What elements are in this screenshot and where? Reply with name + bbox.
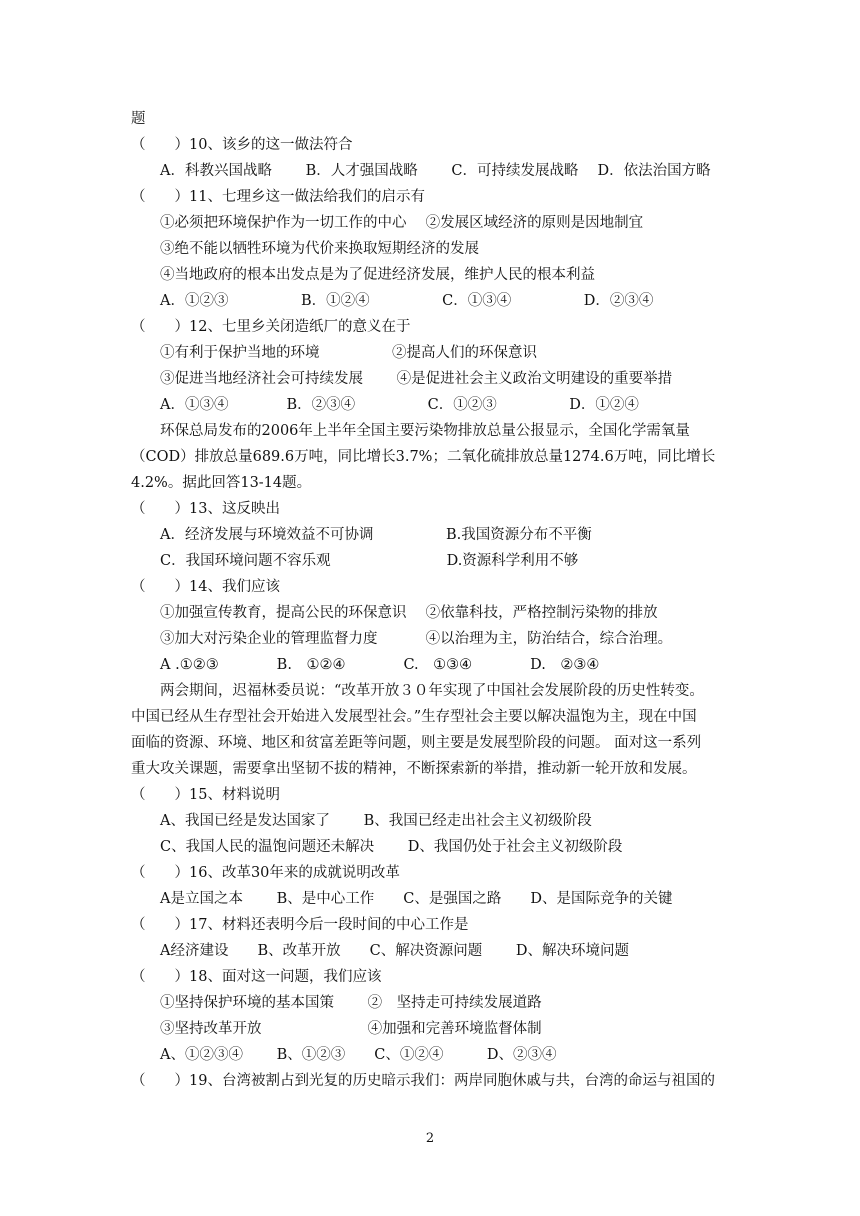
material-paragraph-line: 重大攻关课题，需要拿出坚韧不拔的精神，不断探索新的举措，推动新一轮开放和发展。 (131, 761, 697, 777)
options-11: A．①②③ B．①②④ C．①③④ D．②③④ (160, 293, 654, 309)
question-19: （ ）19、台湾被割占到光复的历史暗示我们：两岸同胞休戚与共，台湾的命运与祖国的 (131, 1073, 715, 1089)
options-16: A是立国之本 B、是中心工作 C、是强国之路 D、是国际竞争的关键 (160, 891, 673, 907)
statement-line: ③绝不能以牺牲环境为代价来换取短期经济的发展 (160, 241, 479, 257)
options-17: A经济建设 B、改革开放 C、解决资源问题 D、解决环境问题 (160, 943, 629, 959)
options-12: A．①③④ B．②③④ C．①②③ D．①②④ (160, 397, 639, 413)
question-10: （ ）10、该乡的这一做法符合 (131, 137, 353, 153)
options-13: A．经济发展与环境效益不可协调 B.我国资源分布不平衡 (160, 527, 592, 543)
question-11: （ ）11、七理乡这一做法给我们的启示有 (131, 189, 425, 205)
options-15: C、我国人民的温饱问题还未解决 D、我国仍处于社会主义初级阶段 (160, 839, 623, 855)
material-paragraph-line: 4.2%。据此回答13-14题。 (131, 475, 312, 491)
question-12: （ ）12、七里乡关闭造纸厂的意义在于 (131, 319, 411, 335)
options-15: A、我国已经是发达国家了 B、我国已经走出社会主义初级阶段 (160, 813, 592, 829)
material-paragraph-line: 中国已经从生存型社会开始进入发展型社会。”生存型社会主要以解决温饱为主，现在中国 (131, 709, 697, 725)
material-paragraph-line: 面临的资源、环境、地区和贫富差距等问题，则主要是发展型阶段的问题。 面对这一系列 (131, 735, 702, 751)
material-paragraph-line: 两会期间，迟福林委员说：“改革开放３０年实现了中国社会发展阶段的历史性转变。 (160, 683, 704, 699)
question-17: （ ）17、材料还表明今后一段时间的中心工作是 (131, 917, 469, 933)
statement-line: ①必须把环境保护作为一切工作的中心 ②发展区域经济的原则是因地制宜 (160, 215, 644, 231)
question-14: （ ）14、我们应该 (131, 579, 280, 595)
question-13: （ ）13、这反映出 (131, 501, 280, 517)
options-18: A、①②③④ B、①②③ C、①②④ D、②③④ (160, 1047, 557, 1063)
statement-line: ③加大对污染企业的管理监督力度 ④以治理为主，防治结合，综合治理。 (160, 631, 673, 647)
statement-line: ③促进当地经济社会可持续发展 ④是促进社会主义政治文明建设的重要举措 (160, 371, 673, 387)
statement-line: ①坚持保护环境的基本国策 ② 坚持走可持续发展道路 (160, 995, 542, 1011)
options-10: A．科教兴国战略 B．人才强国战略 C．可持续发展战略 D．依法治国方略 (160, 163, 711, 179)
question-16: （ ）16、改革30年来的成就说明改革 (131, 865, 400, 881)
question-18: （ ）18、面对这一问题，我们应该 (131, 969, 382, 985)
text-line: 题 (131, 111, 146, 127)
statement-line: ④当地政府的根本出发点是为了促进经济发展，维护人民的根本利益 (160, 267, 595, 283)
options-14: A .①②③ B. ①②④ C. ①③④ D. ②③④ (160, 657, 600, 673)
material-paragraph-line: （COD）排放总量689.6万吨，同比增长3.7%；二氧化硫排放总量1274.6万吨，同比增长 (131, 449, 716, 465)
statement-line: ①加强宣传教育，提高公民的环保意识 ②依靠科技，严格控制污染物的排放 (160, 605, 658, 621)
options-13: C．我国环境问题不容乐观 D.资源科学利用不够 (160, 553, 579, 569)
statement-line: ③坚持改革开放 ④加强和完善环境监督体制 (160, 1021, 542, 1037)
page-number: 2 (425, 1131, 435, 1146)
statement-line: ①有利于保护当地的环境 ②提高人们的环保意识 (160, 345, 537, 361)
question-15: （ ）15、材料说明 (131, 787, 280, 803)
material-paragraph-line: 环保总局发布的2006年上半年全国主要污染物排放总量公报显示，全国化学需氧量 (160, 423, 690, 439)
